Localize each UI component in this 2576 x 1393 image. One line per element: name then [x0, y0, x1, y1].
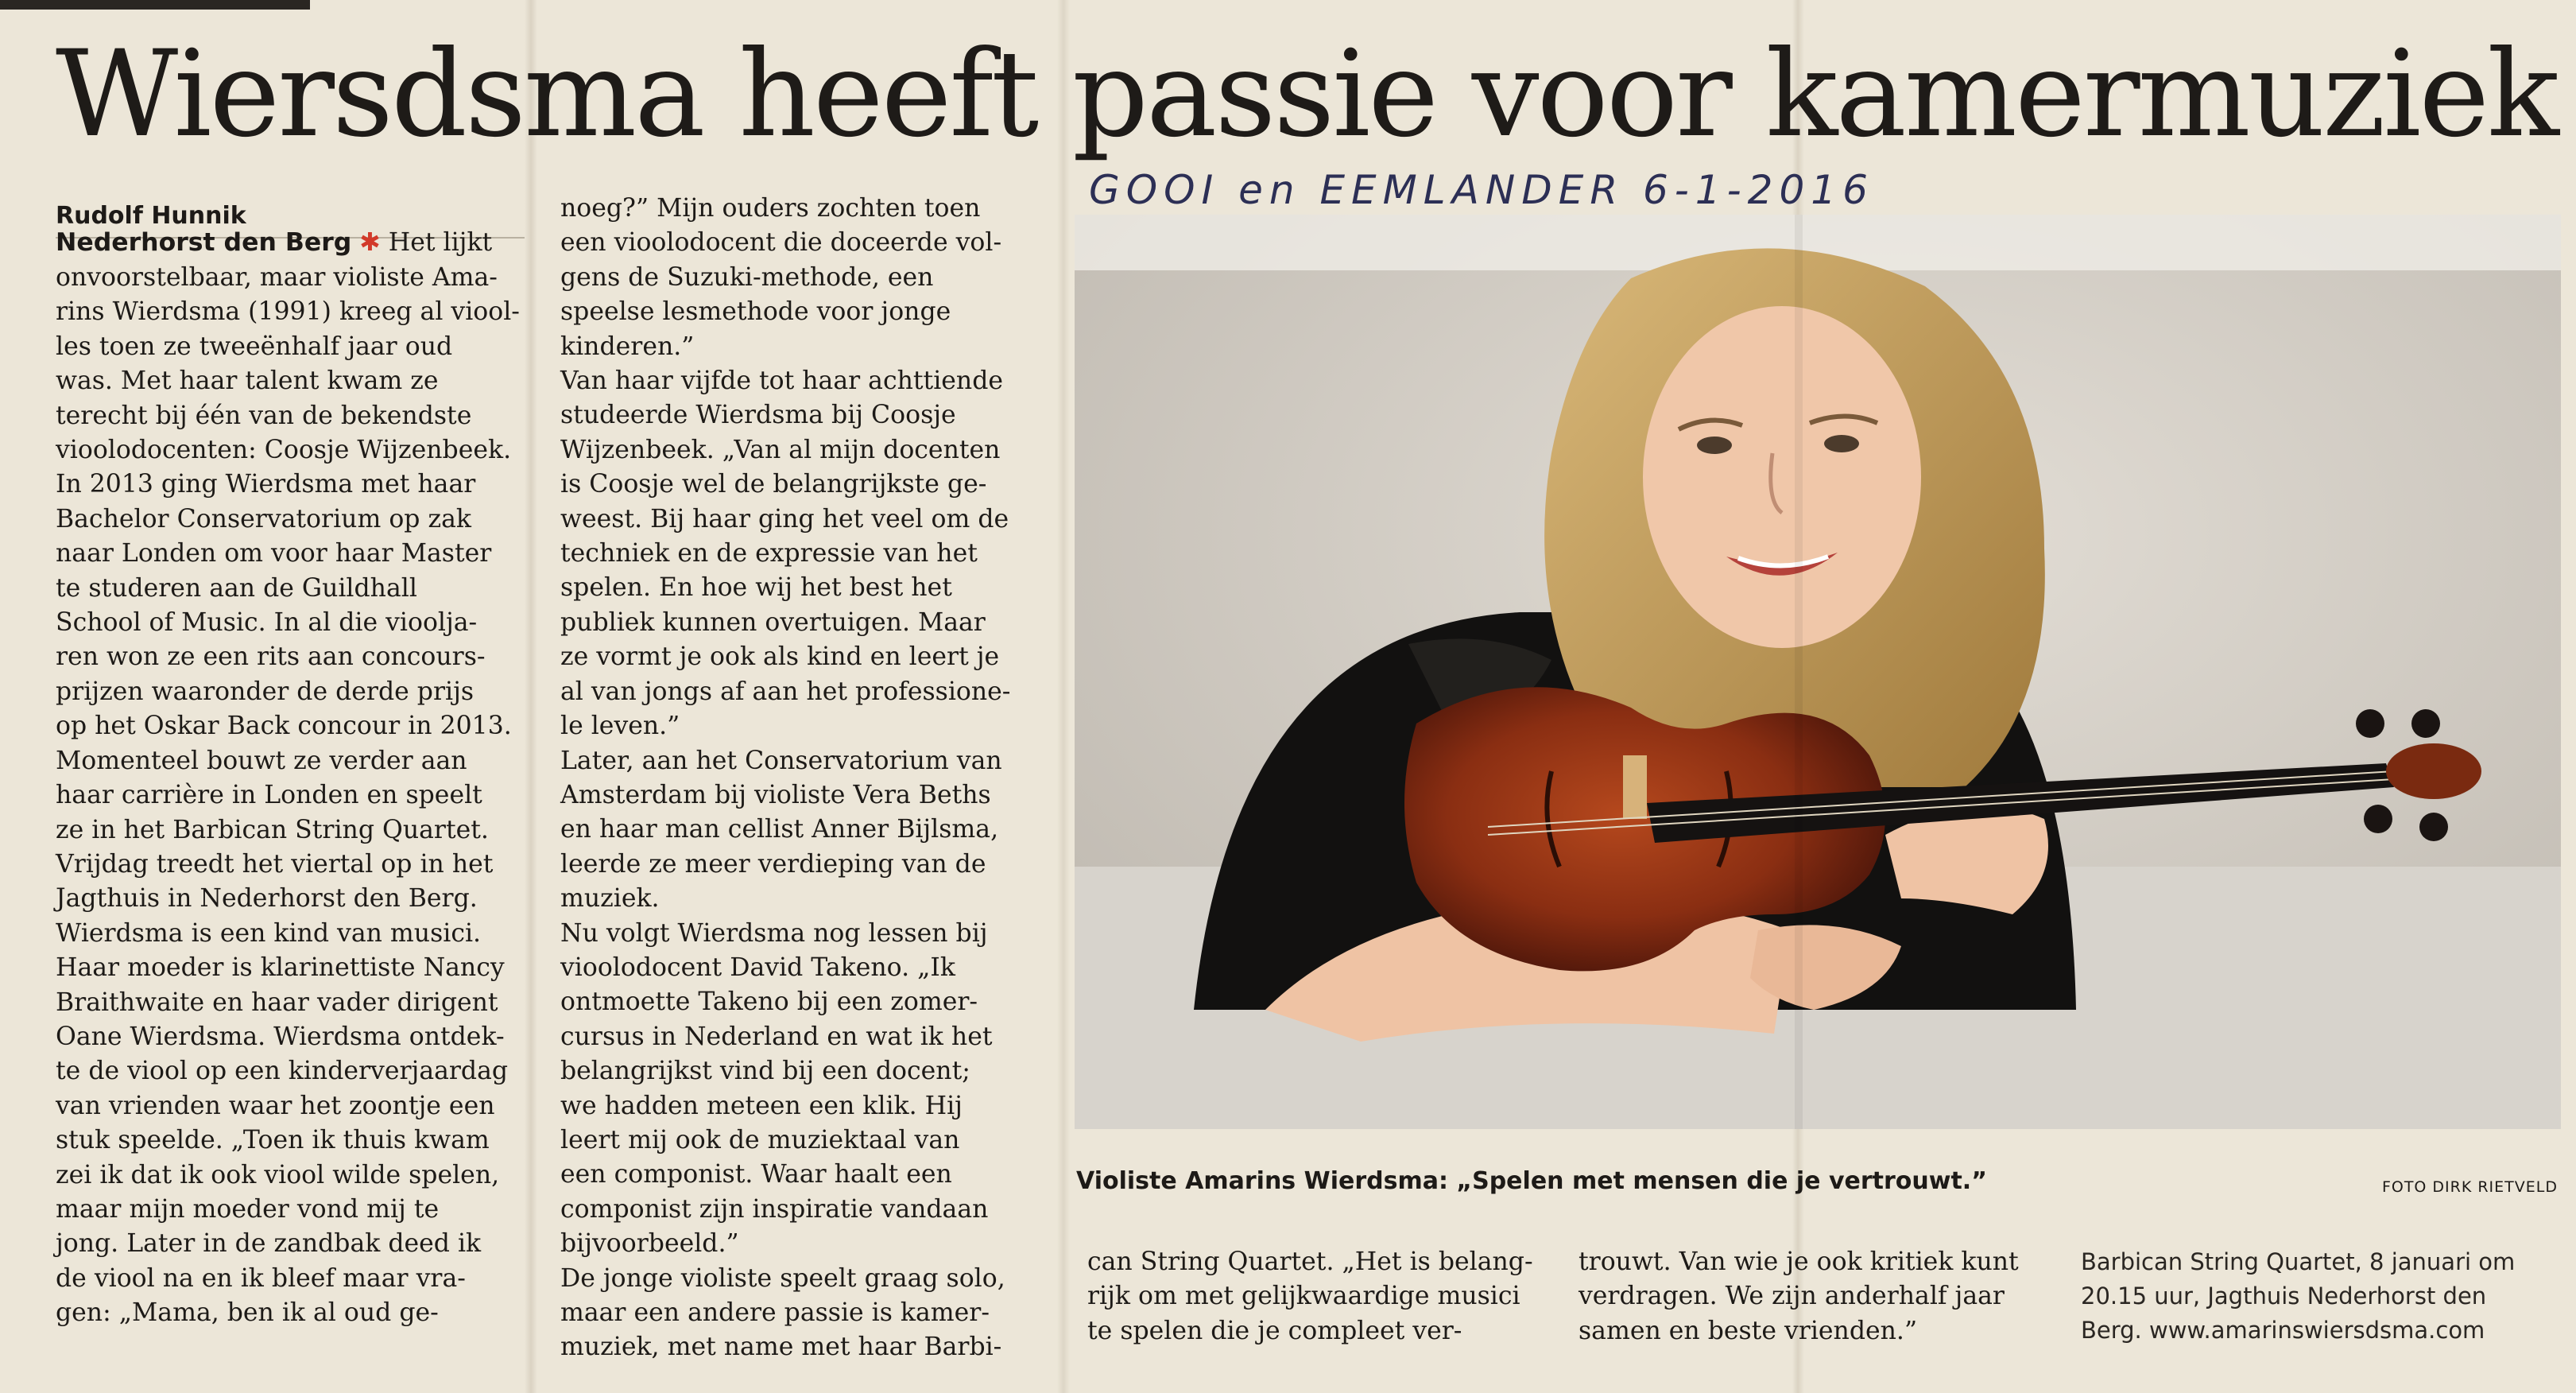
lead-line	[56, 226, 533, 261]
photo-caption: Violiste Amarins Wierdsma: „Spelen met mensen die je vertrouwt.”	[1076, 1167, 1987, 1195]
lead-text: Het lijkt	[380, 228, 493, 257]
article-column-3: can String Quartet. „Het is belang- rijk om met gelijkwaardige musici te spelen die je compleet ver-	[1087, 1247, 1533, 1345]
asterisk-icon: ✱	[359, 228, 381, 257]
top-border-bar	[0, 0, 310, 10]
handwritten-source-note: GOOI en EEMLANDER 6-1-2016	[1089, 167, 1874, 213]
article-column-4: trouwt. Van wie je ook kritiek kunt verdragen. We zijn anderhalf jaar samen en beste vrienden.”	[1579, 1247, 2019, 1345]
event-info-box: Barbican String Quartet, 8 januari om 20.15 uur, Jagthuis Nederhorst den Berg. www.amarinswiersdsma.com	[2081, 1248, 2516, 1344]
byline: Rudolf Hunnik	[56, 202, 246, 230]
photo-credit: FOTO DIRK RIETVELD	[2381, 1178, 2558, 1196]
article-column-1: onvoorstelbaar, maar violiste Ama- rins Wierdsma (1991) kreeg al viool- les toen ze tweeënhalf jaar oud was. Met haar talent kwam ze terecht bij één van de bekendste vioolodocenten: Coosje Wijzenbeek. In 2013 ging Wierdsma met haar Bachelor Conservatorium op zak naar Londen om voor haar Master te studeren aan de Guildhall School of Music. In al die vioolja- ren won ze een rits aan concours- prijzen waaronder de derde prijs op het Oskar Back concour in 2013. Momenteel bouwt ze verder aan haar carrière in Londen en speelt ze in het Barbican String Quartet. Vrijdag treedt het viertal op in het Jagthuis in Nederhorst den Berg. Wierdsma is een kind van musici. Haar moeder is klarinettiste Nancy Braithwaite en haar vader dirigent Oane Wierdsma. Wierdsma ontdek- te de viool op een kinderverjaardag van vrienden waar het zoontje een stuk speelde. „Toen ik thuis kwam zei ik dat ik ook viool wilde spelen, maar mijn moeder vond mij te jong. Later in de zandbak deed ik de viool na en ik bleef maar vra- gen: „Mama, ben ik al oud ge-	[56, 263, 520, 1328]
portrait-photo	[1075, 215, 2561, 1129]
article-column-2: noeg?” Mijn ouders zochten toen een vioolodocent die doceerde vol- gens de Suzuki-methode, een speelse lesmethode voor jonge kinderen.” Van haar vijfde tot haar achttiende studeerde Wierdsma bij Coosje Wijzenbeek. „Van al mijn docenten is Coosje wel de belangrijkste ge- weest. Bij haar ging het veel om de techniek en de expressie van het spelen. En hoe wij het best het publiek kunnen overtuigen. Maar ze vormt je ook als kind en leert je al van jongs af aan het professione- le leven.” Later, aan het Conservatorium van Amsterdam bij violiste Vera Beths en haar man cellist Anner Bijlsma, leerde ze meer verdieping van de muziek. Nu volgt Wierdsma nog lessen bij vioolodocent David Takeno. „Ik ontmoette Takeno bij een zomer- cursus in Nederland en wat ik het belangrijkst vind bij een docent; we hadden meteen een klik. Hij leert mij ook de muziektaal van een componist. Waar haalt een componist zijn inspiratie vandaan bijvoorbeeld.” De jonge violiste speelt graag solo, maar een andere passie is kamer- muziek, met name met haar Barbi-	[560, 194, 1011, 1362]
dateline: Nederhorst den Berg	[56, 228, 352, 257]
headline: Wiersdsma heeft passie voor kamermuziek	[56, 25, 2558, 164]
violinist-photo-illustration	[1075, 215, 2561, 1129]
